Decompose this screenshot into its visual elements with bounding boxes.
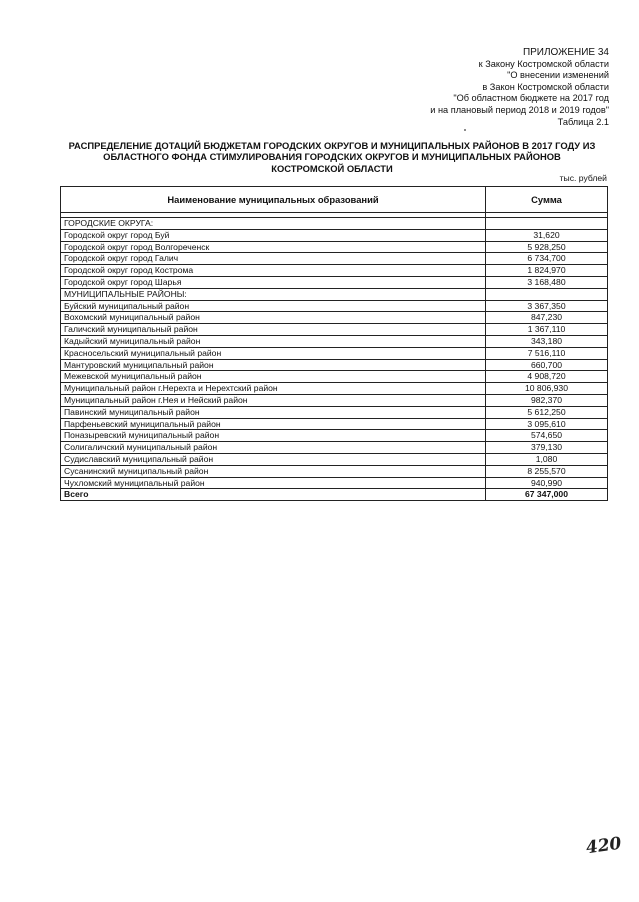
title-line: КОСТРОМСКОЙ ОБЛАСТИ [271, 162, 393, 174]
title-line: РАСПРЕДЕЛЕНИЕ ДОТАЦИЙ БЮДЖЕТАМ ГОРОДСКИХ ОКРУГОВ И МУНИЦИПАЛЬНЫХ РАЙОНОВ В 2017 ГОДУ ИЗ [68, 140, 596, 151]
row-sum [486, 288, 608, 300]
row-name: Солигаличский муниципальный район [61, 442, 486, 454]
row-sum: 982,370 [486, 394, 608, 406]
row-name: Сусанинский муниципальный район [61, 465, 486, 477]
row-name: Мантуровский муниципальный район [61, 359, 486, 371]
row-sum: 10 806,930 [486, 383, 608, 395]
table-row [61, 324, 608, 336]
row-sum: 379,130 [486, 442, 608, 454]
table-row [61, 288, 608, 300]
row-name: Чухломский муниципальный район [61, 477, 486, 489]
row-sum: 5 928,250 [486, 241, 608, 253]
row-name: ГОРОДСКИЕ ОКРУГА: [61, 218, 486, 230]
title-line: ОБЛАСТНОГО ФОНДА СТИМУЛИРОВАНИЯ ГОРОДСКИХ ОКРУГОВ И МУНИЦИПАЛЬНЫХ РАЙОНОВ [103, 151, 561, 163]
table-row [61, 430, 608, 442]
document-title [58, 140, 606, 174]
table-row [61, 335, 608, 347]
row-name: Павинский муниципальный район [61, 406, 486, 418]
row-sum: 1,080 [486, 453, 608, 465]
row-name: Красносельский муниципальный район [61, 347, 486, 359]
table-number: Таблица 2.1 [557, 116, 609, 127]
row-sum: 5 612,250 [486, 406, 608, 418]
table-row [61, 383, 608, 395]
row-name: Муниципальный район г.Нея и Нейский район [61, 394, 486, 406]
header-name: Наименование муниципальных образований [61, 187, 486, 213]
table-row [61, 442, 608, 454]
row-sum: 8 255,570 [486, 465, 608, 477]
table-row [61, 218, 608, 230]
appendix-line: к Закону Костромской области [478, 58, 609, 69]
scan-speck [464, 129, 466, 131]
row-name: Судиславский муниципальный район [61, 453, 486, 465]
row-sum: 660,700 [486, 359, 608, 371]
table-row [61, 453, 608, 465]
row-name: Поназыревский муниципальный район [61, 430, 486, 442]
subsidy-table [60, 186, 608, 501]
table-row [61, 265, 608, 277]
appendix-header [309, 47, 609, 128]
row-name: Буйский муниципальный район [61, 300, 486, 312]
row-name: Городской округ город Буй [61, 229, 486, 241]
row-sum: 1 824,970 [486, 265, 608, 277]
table-row [61, 371, 608, 383]
table-row [61, 276, 608, 288]
appendix-line: "О внесении изменений [507, 70, 609, 81]
row-sum [486, 218, 608, 230]
table-row [61, 347, 608, 359]
table-row [61, 312, 608, 324]
row-name: Галичский муниципальный район [61, 324, 486, 336]
row-sum: 847,230 [486, 312, 608, 324]
row-name: Городской округ город Волгореченск [61, 241, 486, 253]
row-sum: 6 734,700 [486, 253, 608, 265]
appendix-line: ПРИЛОЖЕНИЕ 34 [522, 47, 609, 58]
page-number: 420 [584, 833, 623, 859]
row-name: Межевской муниципальный район [61, 371, 486, 383]
total-row [61, 489, 608, 501]
appendix-line: "Об областном бюджете на 2017 год [453, 93, 609, 104]
row-sum: 574,650 [486, 430, 608, 442]
table-row [61, 241, 608, 253]
appendix-line: в Закон Костромской области [482, 81, 609, 92]
table-row [61, 229, 608, 241]
header-sum: Сумма [486, 187, 608, 213]
table-row [61, 406, 608, 418]
row-sum: 4 908,720 [486, 371, 608, 383]
table-row [61, 465, 608, 477]
row-name: Кадыйский муниципальный район [61, 335, 486, 347]
row-sum: 31,620 [486, 229, 608, 241]
row-name: Муниципальный район г.Нерехта и Нерехтский район [61, 383, 486, 395]
row-name: Вохомский муниципальный район [61, 312, 486, 324]
appendix-line: и на плановый период 2018 и 2019 годов" [430, 104, 609, 115]
table-row [61, 477, 608, 489]
row-name: Парфеньевский муниципальный район [61, 418, 486, 430]
row-sum: 1 367,110 [486, 324, 608, 336]
row-name: МУНИЦИПАЛЬНЫЕ РАЙОНЫ: [61, 288, 486, 300]
units-label: тыс. рублей [559, 173, 607, 183]
row-sum: 3 168,480 [486, 276, 608, 288]
table-row [61, 359, 608, 371]
row-sum: 3 095,610 [486, 418, 608, 430]
row-sum: 940,990 [486, 477, 608, 489]
row-sum: 3 367,350 [486, 300, 608, 312]
total-label: Всего [61, 489, 486, 501]
table-row [61, 418, 608, 430]
total-sum: 67 347,000 [486, 489, 608, 501]
row-name: Городской округ город Шарья [61, 276, 486, 288]
row-sum: 7 516,110 [486, 347, 608, 359]
table-row [61, 253, 608, 265]
table-header-row [61, 187, 608, 213]
row-sum: 343,180 [486, 335, 608, 347]
table-row [61, 300, 608, 312]
table-row [61, 394, 608, 406]
row-name: Городской округ город Кострома [61, 265, 486, 277]
row-name: Городской округ город Галич [61, 253, 486, 265]
